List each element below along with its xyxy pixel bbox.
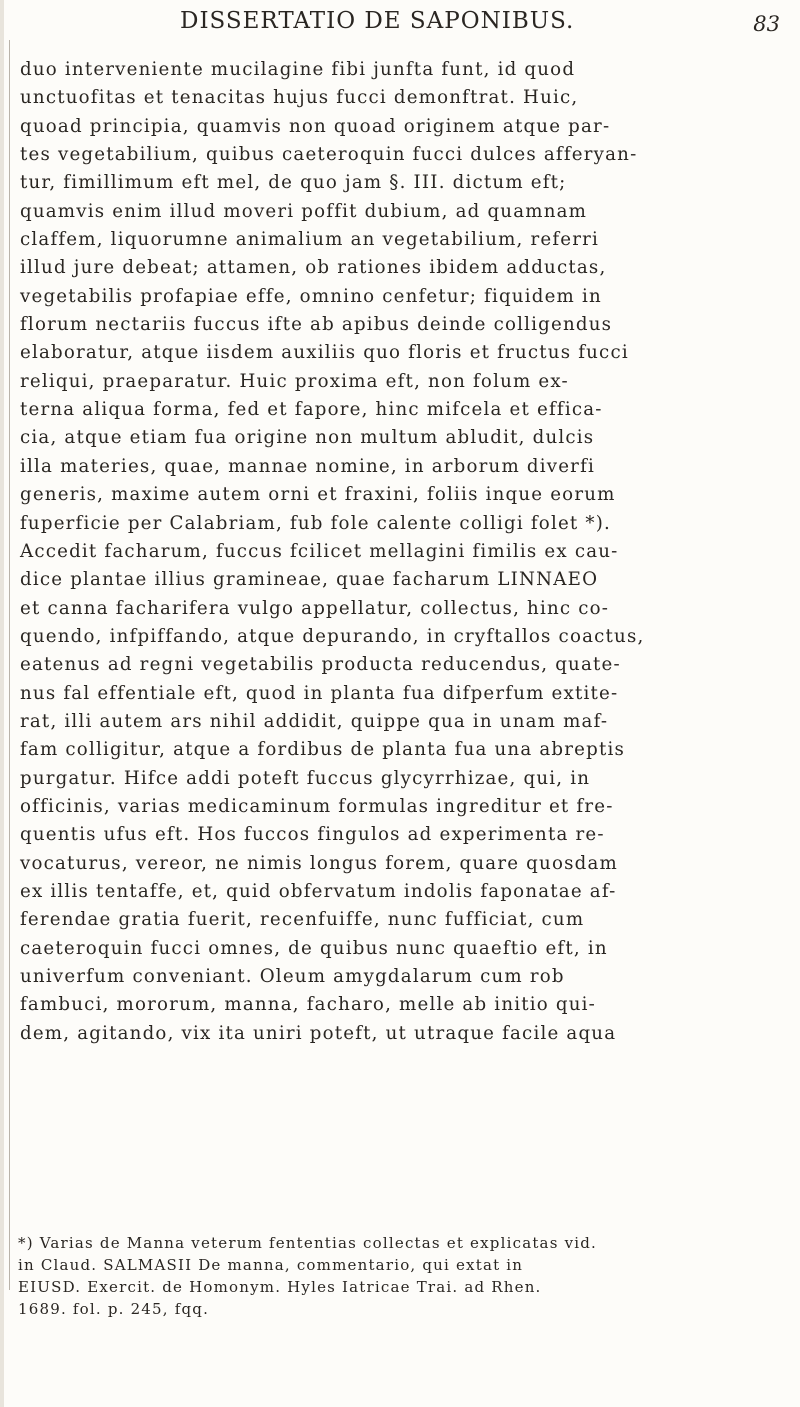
text-line: quentis ufus eft. Hos fuccos fingulos ad experimenta re- bbox=[20, 824, 605, 846]
text-line: duo interveniente mucilagine fibi junfta funt, id quod bbox=[20, 59, 576, 80]
text-line: vocaturus, vereor, ne nimis longus forem, quare quosdam bbox=[20, 852, 618, 874]
text-line: fambuci, mororum, manna, facharo, melle ab initio qui- bbox=[20, 994, 597, 1016]
footnote-line: 1689. fol. p. 245, fqq. bbox=[18, 1300, 210, 1318]
text-line: generis, maxime autem orni et fraxini, foliis inque eorum bbox=[20, 484, 616, 506]
text-line: dem, agitando, vix ita uniri poteft, ut utraque facile aqua bbox=[20, 1022, 617, 1044]
footnote-line: EIUSD. Exercit. de Homonym. Hyles Iatricae Trai. ad Rhen. bbox=[18, 1278, 542, 1296]
text-line: quendo, infpiffando, atque depurando, in cryftallos coactus, bbox=[20, 625, 645, 647]
text-line: illa materies, quae, mannae nomine, in arborum diverfi bbox=[20, 455, 596, 477]
text-line: quoad principia, quamvis non quoad originem atque par- bbox=[20, 115, 611, 137]
text-line: reliqui, praeparatur. Huic proxima eft, non folum ex- bbox=[20, 370, 569, 392]
footnote-line: in Claud. SALMASII De manna, commentario, qui extat in bbox=[18, 1256, 524, 1274]
page-gutter-shadow bbox=[0, 0, 4, 1407]
running-head: DISSERTATIO DE SAPONIBUS. bbox=[180, 8, 575, 34]
text-line: fam colligitur, atque a fordibus de planta fua una abreptis bbox=[20, 739, 626, 761]
text-line: fuperficie per Calabriam, fub fole calente colligi folet *). bbox=[20, 512, 611, 534]
text-line: Accedit facharum, fuccus fcilicet mellagini fimilis ex cau- bbox=[20, 540, 619, 562]
text-line: nus fal effentiale eft, quod in planta fua difperfum extite- bbox=[20, 682, 619, 704]
footnote bbox=[18, 1232, 790, 1320]
text-line: officinis, varias medicaminum formulas ingreditur et fre- bbox=[20, 795, 614, 817]
text-line: elaboratur, atque iisdem auxiliis quo floris et fructus fucci bbox=[20, 342, 629, 364]
text-line: purgatur. Hifce addi poteft fuccus glycyrrhizae, qui, in bbox=[20, 767, 591, 789]
text-line: claffem, liquorumne animalium an vegetabilium, referri bbox=[20, 229, 600, 251]
text-line: tes vegetabilium, quibus caeteroquin fucci dulces afferyan- bbox=[20, 144, 638, 166]
text-line: florum nectariis fuccus ifte ab apibus deinde colligendus bbox=[20, 314, 613, 336]
text-line: ferendae gratia fuerit, recenfuiffe, nunc fufficiat, cum bbox=[20, 909, 585, 931]
body-text bbox=[20, 56, 788, 1048]
text-line: unctuofitas et tenacitas hujus fucci demonftrat. Huic, bbox=[20, 87, 579, 109]
text-line: univerfum conveniant. Oleum amygdalarum cum rob bbox=[20, 966, 565, 987]
text-line: illud jure debeat; attamen, ob rationes ibidem adductas, bbox=[20, 257, 607, 279]
text-line: tur, fimillimum eft mel, de quo jam §. III. dictum eft; bbox=[20, 172, 567, 194]
text-line: vegetabilis profapiae effe, omnino cenfetur; fiquidem in bbox=[20, 285, 602, 307]
page-number: 83 bbox=[753, 12, 780, 36]
text-line: et canna facharifera vulgo appellatur, collectus, hinc co- bbox=[20, 597, 610, 619]
text-line: terna aliqua forma, fed et fapore, hinc mifcela et effica- bbox=[20, 399, 603, 421]
footnote-line: *) Varias de Manna veterum fententias collectas et explicatas vid. bbox=[18, 1234, 598, 1252]
text-line: quamvis enim illud moveri poffit dubium, ad quamnam bbox=[20, 200, 588, 222]
page-margin-rule bbox=[9, 40, 10, 1290]
text-line: cia, atque etiam fua origine non multum abludit, dulcis bbox=[20, 427, 595, 449]
text-line: rat, illi autem ars nihil addidit, quippe qua in unam maf- bbox=[20, 710, 609, 732]
text-line: ex illis tentaffe, et, quid obfervatum indolis faponatae af- bbox=[20, 880, 617, 902]
text-line: caeteroquin fucci omnes, de quibus nunc quaeftio eft, in bbox=[20, 937, 608, 959]
text-line: eatenus ad regni vegetabilis producta reducendus, quate- bbox=[20, 654, 621, 676]
text-line: dice plantae illius gramineae, quae facharum LINNAEO bbox=[20, 569, 599, 591]
